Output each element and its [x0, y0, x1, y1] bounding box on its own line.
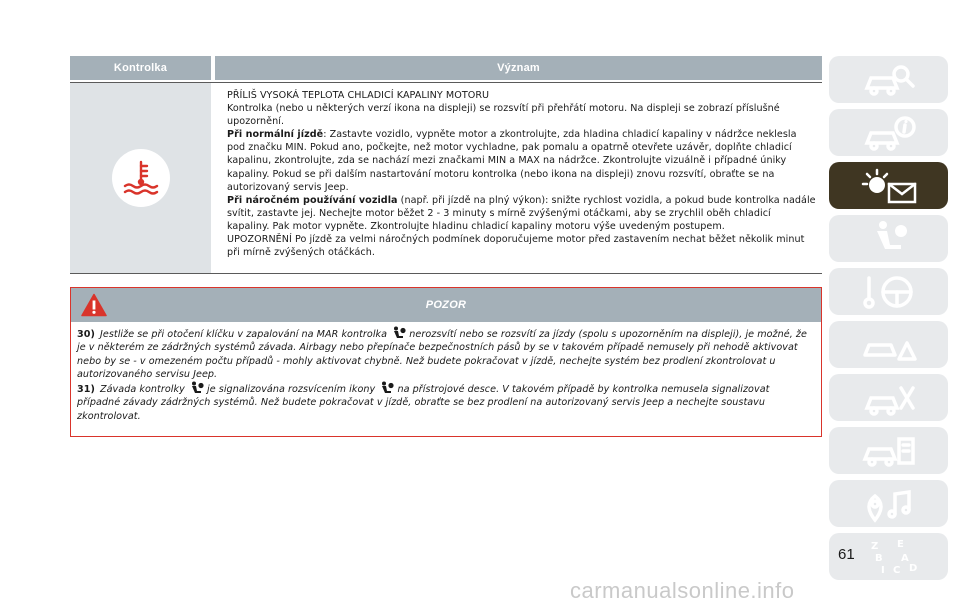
svg-text:C: C	[892, 564, 900, 576]
paragraph: Kontrolka (nebo u některých verzí ikona na displeji) se rozsvítí při přehřátí motoru. Na displeji se zobrazí příslušné upozornění.	[227, 103, 780, 128]
tab-starting-driving[interactable]	[829, 268, 948, 315]
car-info-icon	[857, 113, 921, 153]
airbag-passenger-icon	[188, 381, 204, 395]
car-specifications-icon	[857, 431, 921, 471]
meaning-cell	[215, 83, 822, 273]
key-steering-wheel-icon	[857, 272, 921, 312]
maintenance-tools-icon	[857, 378, 921, 418]
multimedia-icon	[857, 484, 921, 524]
tab-safety[interactable]	[829, 215, 948, 262]
svg-text:E: E	[896, 538, 904, 550]
warning-lights-table	[70, 56, 822, 274]
paragraph: UPOZORNĚNÍ Po jízdě za velmi náročných podmínek doporučujeme motor před zastavením nechat běžet několik minut při mírně zvýšených otáčkách.	[227, 234, 805, 259]
table-header	[70, 56, 822, 80]
note-31: 31) Závada kontrolky je signalizována rozsvícením ikony na přístrojové desce. V takovém případě by kontrolka nemusela signalizovat případné závady zádržných systémů. Než budete pokračovat v jízdě, obraťte se bez prodlení na autorizovaný servis Jeep a nechejte soustavu zkontrolovat.	[77, 381, 815, 423]
seat-belt-airbag-icon	[857, 219, 921, 259]
alphabetical-index-icon	[857, 537, 921, 577]
table-row	[70, 82, 822, 274]
car-emergency-icon	[857, 325, 921, 365]
warning-light-message-icon	[857, 166, 921, 206]
car-search-icon	[857, 60, 921, 100]
warning-body	[71, 322, 821, 423]
warning-title: POZOR	[425, 299, 467, 311]
tab-multimedia[interactable]	[829, 480, 948, 527]
paragraph: Při normální jízdě: Zastavte vozidlo, vypněte motor a zkontrolujte, zda hladina chladicí kapaliny v nádržce neklesla pod značku MIN. Pokud ano, počkejte, než motor vychladne, pak pomalu a opatrně otevřete uzávěr, doplňte chladicí kapalinu, zkontrolujte, zda se nachází mezi značkami MIN a MAX na nádržce. Zkontrolujte vizuálně i případné úniky kapaliny. Pokud se při dalším nastartování motoru kontrolka (nebo ikona na displeji) znovu rozsvítí, obraťte se na autorizovaný servis Jeep.	[227, 129, 797, 193]
svg-text:Z: Z	[870, 540, 878, 552]
tab-car-search[interactable]	[829, 56, 948, 103]
page-number: 61	[838, 546, 855, 563]
note-30: 30) Jestliže se při otočení klíčku v zapalování na MAR kontrolka nerozsvítí nebo se rozsvítí za jízdy (spolu s upozorněním na displeji), je možné, že je v některém ze zádržných systémů závada. Airbagy nebo přepínače bezpečnostních pásů by se v takovém případě nemusely při nehodě aktivovat nebo by se - v omezeném počtu případů - mohly aktivovat chybně. Než budete pokračovat v jízdě, nechejte systém bez prodlení zkontrolovat u autorizovaného servisu Jeep.	[77, 326, 815, 381]
paragraph: Při náročném používání vozidla (např. při jízdě na plný výkon): snižte rychlost vozidla, a pokud bude kontrolka nadále svítit, zastavte jej. Nechejte motor běžet 2 - 3 minuty s mírně zvýšenými otáčkami, aby se zrychlil oběh chladicí kapaliny. Pak motor vypněte. Zkontrolujte hladinu chladicí kapaliny motoru výše uvedeným postupem.	[227, 194, 816, 232]
warning-triangle-icon	[81, 293, 107, 317]
tab-emergency[interactable]	[829, 321, 948, 368]
svg-text:B: B	[874, 552, 883, 564]
warning-box	[70, 287, 822, 437]
tab-specifications[interactable]	[829, 427, 948, 474]
airbag-passenger-icon	[390, 326, 406, 340]
bold-lead: Při náročném používání vozidla	[227, 194, 398, 206]
tab-warning-lights[interactable]	[829, 162, 948, 209]
watermark: carmanualsonline.info	[570, 578, 795, 603]
svg-text:A: A	[900, 552, 909, 564]
airbag-passenger-icon	[378, 381, 394, 395]
tab-maintenance[interactable]	[829, 374, 948, 421]
tab-car-info[interactable]	[829, 109, 948, 156]
icon-cell	[70, 83, 211, 273]
chapter-sidebar	[829, 56, 948, 586]
bold-lead: Při normální jízdě	[227, 129, 324, 141]
warning-header	[71, 288, 821, 322]
svg-text:D: D	[908, 562, 917, 574]
column-header-kontrolka: Kontrolka	[70, 56, 211, 80]
warning-title: PŘÍLIŠ VYSOKÁ TEPLOTA CHLADICÍ KAPALINY MOTORU	[227, 90, 490, 101]
svg-text:I: I	[880, 564, 885, 576]
coolant-temperature-warning-icon	[112, 149, 170, 207]
column-header-vyznam: Význam	[215, 56, 822, 80]
